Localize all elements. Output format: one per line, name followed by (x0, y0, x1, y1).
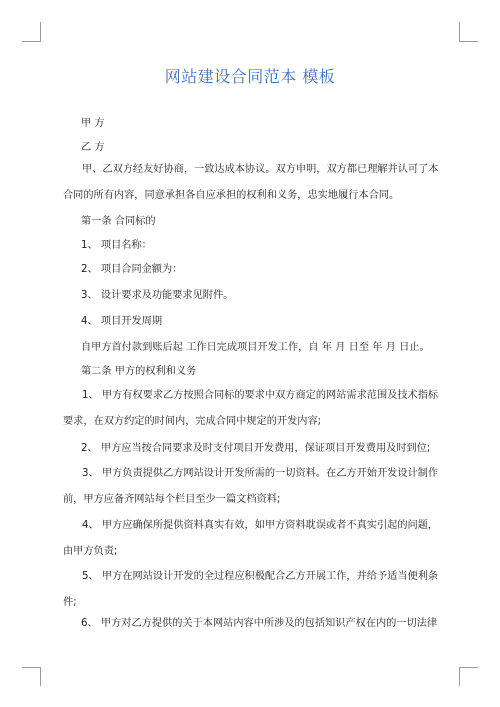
article-heading: 第二条 甲方的权利和义务 (81, 366, 197, 377)
list-item: 3、 设计要求及功能要求见附件。 (81, 290, 234, 301)
clause-paragraph: 4、 甲方应确保所提供资料真实有效，如甲方资料耽误或者不真实引起的问题，由甲方负责; (63, 520, 439, 557)
schedule-paragraph: 自甲方首付款到账后起 工作日完成项目开发工作，自 年 月 日至 年 月 日止。 (81, 342, 430, 353)
clause-paragraph: 6、 甲方对乙方提供的关于本网站内容中所涉及的包括知识产权在内的一切法律 (81, 618, 438, 629)
clause-paragraph: 5、 甲方在网站设计开发的全过程应积极配合乙方开展工作，并给予适当便利条件; (63, 571, 439, 608)
crop-mark-top-left (22, 41, 41, 42)
crop-mark-bottom-right (459, 667, 478, 668)
clause-paragraph: 2、 甲方应当按合同要求及时支付项目开发费用，保证项目开发费用及时到位; (81, 443, 431, 454)
crop-mark-top-left (40, 22, 41, 41)
list-item: 2、 项目合同金额为： (81, 264, 183, 275)
list-item: 4、 项目开发周期 (81, 316, 163, 327)
crop-mark-bottom-right (459, 667, 460, 686)
crop-mark-bottom-left (40, 667, 41, 686)
crop-mark-bottom-left (22, 667, 41, 668)
crop-mark-top-right (459, 22, 460, 41)
preamble-paragraph: 甲、乙双方经友好协商，一致达成本协议。双方申明，双方都已理解并认可了本合同的所有内容，同意承担各自应承担的权利和义务，忠实地履行本合同。 (63, 164, 439, 201)
clause-paragraph: 1、 甲方有权要求乙方按照合同标的要求中双方商定的网站需求范围及技术指标要求，在双方约定的时间内，完成合同中规定的开发内容; (63, 390, 439, 427)
party-b-line: 乙 方 (81, 142, 105, 153)
list-item: 1、 项目名称： (81, 240, 152, 251)
clause-paragraph: 3、 甲方负责提供乙方网站设计开发所需的一切资料。在乙方开始开发设计制作前，甲方应备齐网站每个栏目至少一篇文档资料; (63, 468, 439, 505)
document-title: 网站建设合同范本 模板 (164, 67, 336, 86)
article-heading: 第一条 合同标的 (81, 216, 156, 227)
party-a-line: 甲 方 (81, 118, 105, 129)
crop-mark-top-right (459, 41, 478, 42)
